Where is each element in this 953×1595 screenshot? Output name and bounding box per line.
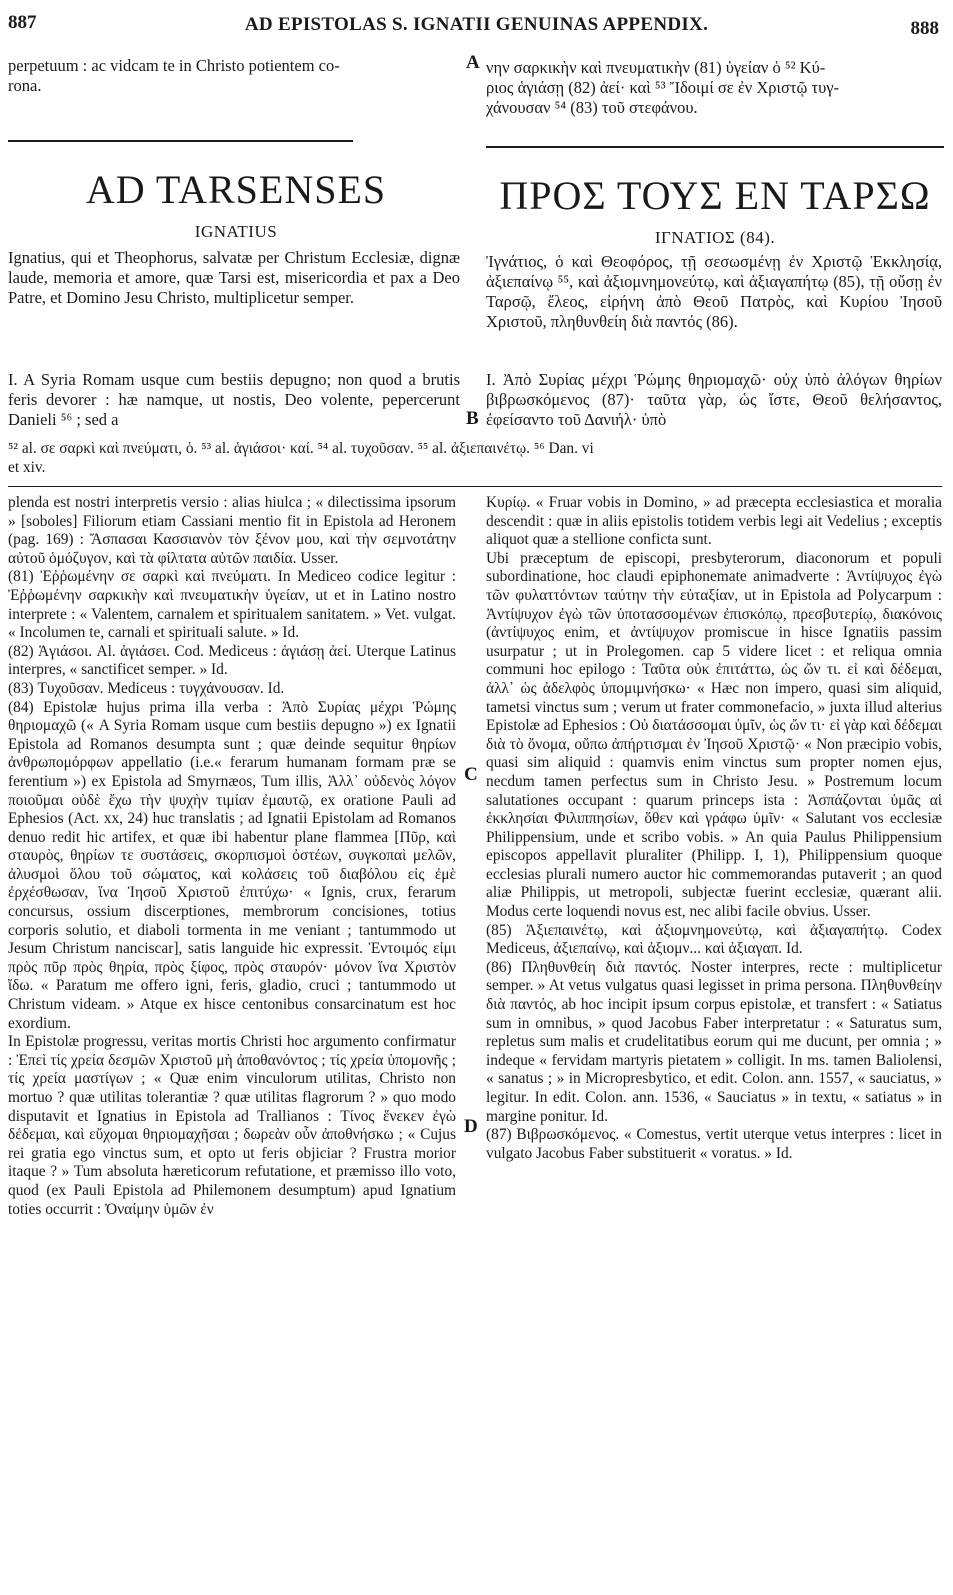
greek-title: ΠΡΟΣ ΤΟΥΣ ΕΝ ΤΑΡΣΩ [499, 173, 931, 218]
greek-salutation: Ἰγνάτιος, ὁ καὶ Θεοφόρος, τῇ σεσωσμένῃ ἐν Χριστῷ Ἐκκλησίᾳ, ἀξιεπαίνῳ ⁵⁵, καὶ ἀξιομνημονεύτῳ, καὶ ἀξιαγαπήτῳ (85), τῇ οὔσῃ ἐν Ταρσῷ, ἔλεος, εἰρήνη ἀπὸ Θεοῦ Πατρὸς, καὶ Κυρίου Ἰησοῦ Χριστοῦ, πληθυνθείη διὰ παντός (86). [486, 252, 942, 331]
latin-salutation: Ignatius, qui et Theophorus, salvatæ per Christum Ecclesiæ, dignæ laude, memoria et amore, quæ Tarsi est, misericordia et pax a Deo Patre, et Domino Jesu Christo, multiplicetur semper. [8, 248, 460, 307]
margin-letter-d: D [464, 1116, 478, 1137]
latin-title: AD TARSENSES [85, 167, 387, 212]
separator-left [8, 140, 353, 142]
notes-rule [8, 486, 942, 487]
margin-letter-a: A [466, 52, 480, 73]
margin-letter-b: B [466, 408, 479, 429]
greek-chapter-1: I. Ἀπὸ Συρίας μέχρι Ῥώμης θηριομαχῶ· οὐχ ὑπὸ ἀλόγων θηρίων βιβρωσκόμενος (87)· ταῦτα γὰρ, ὡς ἴστε, Θεοῦ θελήσαντος, ἐφείσαντο τοῦ Δανιήλ· ὑπὸ [486, 370, 942, 429]
greek-subtitle: ΙΓΝΑΤΙΟΣ (84). [654, 228, 776, 247]
apparatus-footnotes: ⁵² al. σε σαρκὶ καὶ πνεύματι, ὁ. ⁵³ al. ἁγιάσοι· καί. ⁵⁴ al. τυχοῦσαν. ⁵⁵ al. ἀξιεπαινέτῳ. ⁵⁶ Dan. vi et xiv. [8, 440, 594, 476]
separator-right [486, 146, 944, 148]
greek-continuation: νην σαρκικὴν καὶ πνευματικὴν (81) ὑγείαν ὁ ⁵² Κύ- ριος ἁγιάσῃ (82) ἀεί· καὶ ⁵³ Ἴδοιμί σε ἐν Χριστῷ τυγ- χάνουσαν ⁵⁴ (83) τοῦ στεφάνου. [486, 58, 840, 117]
latin-chapter-1: I. A Syria Romam usque cum bestiis depugno; non quod a brutis feris devorer : hæ namque, ut nostis, Deo volente, pepercerunt Danieli ⁵⁶ ; sed a [8, 370, 460, 429]
running-title: AD EPISTOLAS S. IGNATII GENUINAS APPENDIX. [244, 14, 709, 35]
margin-letter-c: C [464, 764, 478, 785]
page-number-right: 888 [910, 18, 939, 39]
latin-subtitle: IGNATIUS [194, 222, 278, 241]
latin-continuation: perpetuum : ac vidcam te in Christo potientem co- rona. [8, 56, 340, 95]
notes-right-column: Κυρίῳ. « Fruar vobis in Domino, » ad præcepta ecclesiastica et moralia descendit : quæ in aliis epistolis totidem verbis legi ait Vedelius ; exceptis aliquot quæ a stellione conficta sunt. Ubi præceptum de episcopi, presbyterorum, diaconorum et populi subordinatione, hoc claudi epiphonemate animadverte : Ἀντίψυχος ἐγὼ τῶν φυλαττόντων ταύτην τὴν εὐταξίαν, ut in Epistola ad Polycarpum : Ἀντίψυχον ἐγὼ τῶν ὑποτασσομένων ἐπισκόπῳ, πρεσβυτερίῳ, διακόνοις (ἀντίψυχος enim, et ἀντίψυχον promiscue in hisce Ignatiis passim usurpatur ; ut in Prolegomen. cap 5 videre licet : et reliqua omnia communi hoc epilogo : Ταῦτα οὐκ ἐπιτάττω, ὡς ὤν τι. εἰ καὶ δέδεμαι, ἀλλ᾽ ὡς ἀδελφὸς ὑπομιμνήσκω· « Hæc non impero, quasi sim aliquid, tametsi vinctus sum ; verum ut frater commonefacio, » juxta illud alterius Epistolæ ad Ephesios : Οὐ διατάσσομαι ὑμῖν, ὡς ὤν τι· εἰ γὰρ καὶ δέδεμαι διὰ τὸ ὄνομα, οὔπω ἀπήρτισμαι ἐν Ἰησοῦ Χριστῷ· « Non præcipio vobis, quasi sim aliquid : quamvis enim vinctus sum propter nomen ejus, necdum tamen perfectus sum in Christo Jesu. » Postremum locum salutationes occupant : quarum princeps ista : Ἀσπάζονται ὑμᾶς αἱ ἐκκλησίαι Φιλιππησίων, ὅθεν καὶ γράφω ὑμῖν· « Salutant vos ecclesiæ Philippensium, unde et scribo vobis. » An quia Paulus Philippensium episcopos appellavit pluraliter (Philipp. I, 1), Philippensium quoque ecclesias plurali numero auctor hic commemorandas putaverit ; an quod aliæ Philippis, ut metropoli, subjectæ fuerint ecclesiæ, quærant alii. Modus certe loquendi novus est, nec alibi facile obvius. Usser. (85) Ἀξιεπαινέτῳ, καὶ ἀξιομνημονεύτῳ, καὶ ἀξιαγαπήτῳ. Codex Mediceus, ἀξιεπαίνῳ, καὶ ἀξιομν... καὶ ἀξιαγαπ. Id. (86) Πληθυνθείη διὰ παντός. Noster interpres, recte : multiplicetur semper. » At vetus vulgatus quasi legisset in prima persona. Πληθυνθείην διὰ παντός, ab hoc incipit ipsum corpus epistolæ, et transfert : « Satiatus sum in omnibus, » quod Jacobus Faber interpretatur : « Saturatus sum, repletus sum malis et crudelitatibus eorum qui me ducunt, per omnia ; » indeque « fervidam martyris pietatem » colligit. In ms. tamen Baliolensi, « sanatus ; » in Micropresbytico, et edit. Colon. ann. 1557, « sauciatus, » legitur. In edit. Colon. ann. 1536, « Sauciatus » in textu, « satiatus » in margine ponitur. Id. (87) Βιβρωσκόμενος. « Comestus, vertit uterque vetus interpres : licet in vulgato Jacobus Faber substituerit « voratus. » Id. [486, 494, 942, 1162]
page-number-left: 887 [8, 12, 37, 33]
running-head [0, 12, 953, 40]
notes-left-column: plenda est nostri interpretis versio : alias hiulca ; « dilectissima ipsorum » [soboles] Filiorum etiam Cassiani mentio fit in Epistola ad Heronem (pag. 169) : Ἄσπασαι Κασσιανὸν τὸν ξένον μου, καὶ τὴν σεμνοτάτην αὐτοῦ ὁμόζυγον, καὶ τὰ φίλτατα αὐτῶν παιδία. Usser. (81) Ἐῤῥωμένην σε σαρκὶ καὶ πνεύματι. In Mediceo codice legitur : Ἐῤῥωμένην σαρκικὴν καὶ πνευματικὴν ὑγείαν, ut et in Latino nostro interprete : « Valentem, carnalem et spiritualem sanitatem. » Vet. vulgat. « Incolumen te, carnali et spirituali salute. » Id. (82) Ἁγιάσοι. Al. ἁγιάσει. Cod. Mediceus : ἁγιάσῃ ἀεί. Uterque Latinus interpres, « sanctificet semper. » Id. (83) Τυχοῦσαν. Mediceus : τυγχάνουσαν. Id. (84) Epistolæ hujus prima illa verba : Ἀπὸ Συρίας μέχρι Ῥώμης θηριομαχῶ (« A Syria Romam usque cum bestiis depugno ») ex Ignatii Epistola ad Romanos desumpta sunt ; quæ deinde sequitur θηρίων ἀνθρωπομόρφων appellatio (i.e.« ferarum humanam formam præ se ferentium ») ex Epistola ad Smyrnæos, Tum illis, Ἀλλ᾽ οὐδενὸς λόγον ποιοῦμαι οὐδὲ ἔχω τὴν ψυχὴν τιμίαν ἐμαυτῷ, ex oratione Pauli ad Ephesios (Act. xx, 24) huc translatis ; ad Ignatii Epistolam ad Romanos denuo redit hic artifex, et quæ ibi habentur plane flammea [Πῦρ, καὶ σταυρὸς, θηρίων τε συστάσεις, σκορπισμοὶ ὀστέων, συγκοπαὶ μελῶν, ἀλυσμοὶ ὅλου τοῦ σώματος, καὶ κολάσεις τοῦ διαβόλου εἰς ἐμὲ ἐρχέσθωσαν, ἵνα Ἰησοῦ Χριστοῦ ἐπιτύχω· « Ignis, crux, ferarum concursus, ossium discerptiones, membrorum concisiones, totius corporis solutio, et diaboli tormenta in me veniant ; tantummodo ut Jesum Christum nanciscar], satis languide hic expressit. Ἑντοιμός εἰμι πρὸς πῦρ πρὸς θηρία, πρὸς ξίφος, πρὸς σταυρόν· μόνον ἵνα Χριστὸν ἴδω. « Paratum me offero igni, feris, gladio, cruci ; tantummodo ut Christum videam. » Atque ex hisce centonibus consarcinatum est hoc exordium. In Epistolæ progressu, veritas mortis Christi hoc argumento confirmatur : Ἐπεὶ τίς χρεία δεσμῶν Χριστοῦ μὴ ἀποθανόντος ; τίς χρεία ὑπομονῆς ; τίς χρεία μαστίγων ; « Quæ enim vinculorum utilitas, Christo non mortuo ? quæ utilitas tolerantiæ ? quæ utilitas flagrorum ? » quo modo disputavit et Ignatius in Epistola ad Trallianos : Τίνος ἕνεκεν ἐγὼ δέδεμαι, καὶ εὔχομαι θηριομαχῆσαι ; δωρεὰν οὖν ἀποθνήσκω ; « Cujus rei gratia ego vinctus sum, et opto ut feris objiciar ? Frustra morior itaque ? » Tum absoluta hæreticorum refutatione, et præmisso illo voto, quod (ex Pauli Epistola ad Philemonem desumptum) apud Ignatium toties occurrit : Ὀναίμην ὑμῶν ἐν [8, 494, 456, 1218]
